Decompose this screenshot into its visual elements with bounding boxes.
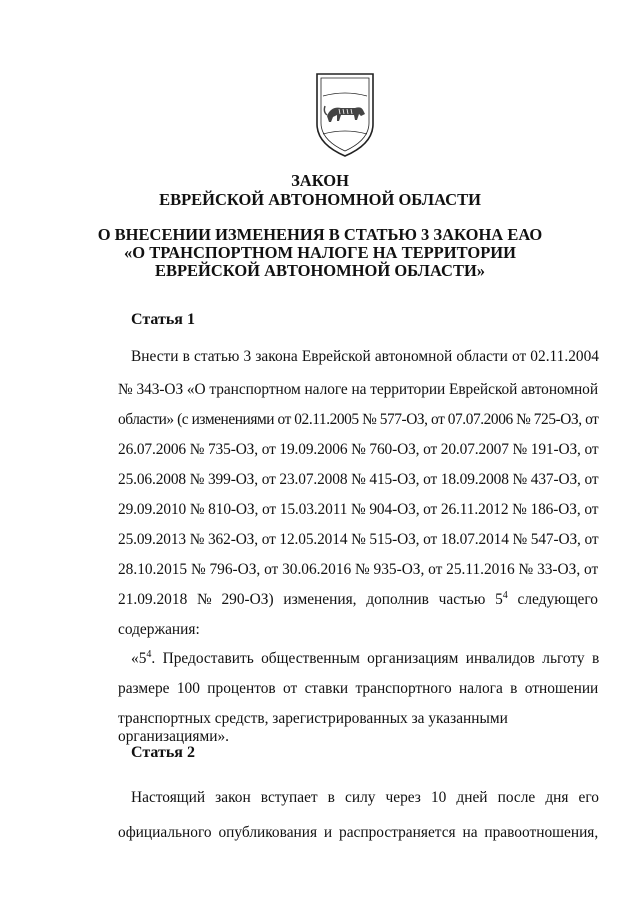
quote-line-2: размере 100 процентов от ставки транспортного налога в отношении: [118, 680, 599, 697]
article-2-line-2: официального опубликования и распространяется на правоотношения,: [118, 824, 599, 841]
article-1-line-4: 26.07.2006 № 735-ОЗ, от 19.09.2006 № 760-ОЗ, от 20.07.2007 № 191-ОЗ, от: [118, 441, 599, 458]
law-subject-line-2: «О ТРАНСПОРТНОМ НАЛОГЕ НА ТЕРРИТОРИИ: [124, 243, 516, 262]
quote-line-3: транспортных средств, зарегистрированных за указанными организациями».: [118, 710, 508, 745]
tiger-icon: [324, 106, 365, 122]
document-type: ЗАКОН: [291, 171, 349, 190]
law-subject-line-3: ЕВРЕЙСКОЙ АВТОНОМНОЙ ОБЛАСТИ»: [154, 261, 486, 280]
article-1-heading: Статья 1: [131, 311, 195, 328]
article-1-line-2: № 343-ОЗ «О транспортном налоге на территории Еврейской автономной: [118, 381, 598, 398]
emblem-image: [311, 68, 379, 160]
article-1-line-1: Внести в статью 3 закона Еврейской автономной области от 02.11.2004: [131, 348, 599, 365]
article-1-line-3: области» (с изменениями от 02.11.2005 № 577-ОЗ, от 07.07.2006 № 725-ОЗ, от: [118, 411, 599, 428]
law-subject-line-1: О ВНЕСЕНИИ ИЗМЕНЕНИЯ В СТАТЬЮ 3 ЗАКОНА ЕАО: [97, 225, 543, 244]
article-1-line-8: 28.10.2015 № 796-ОЗ, от 30.06.2016 № 935-ОЗ, от 25.11.2016 № 33-ОЗ, от: [118, 561, 599, 578]
article-1-line-10: содержания:: [118, 621, 200, 638]
article-1-line-7: 25.09.2013 № 362-ОЗ, от 12.05.2014 № 515-ОЗ, от 18.07.2014 № 547-ОЗ, от: [118, 531, 599, 548]
article-1-line-6: 29.09.2010 № 810-ОЗ, от 15.03.2011 № 904-ОЗ, от 26.11.2012 № 186-ОЗ, от: [118, 501, 599, 518]
article-2-line-1: Настоящий закон вступает в силу через 10 дней после дня его: [131, 789, 599, 806]
region-title: ЕВРЕЙСКОЙ АВТОНОМНОЙ ОБЛАСТИ: [159, 190, 481, 209]
quote-line-1: «$5^4$. Предоставить общественным организациям инвалидов льготу в: [131, 648, 600, 667]
article-1-line-5: 25.06.2008 № 399-ОЗ, от 23.07.2008 № 415-ОЗ, от 18.09.2008 № 437-ОЗ, от: [118, 471, 599, 488]
article-2-heading: Статья 2: [131, 744, 195, 761]
article-1-line-9: 21.09.2018 № 290-ОЗ) изменения, дополнив частью $5^4$ следующего: [118, 589, 598, 608]
